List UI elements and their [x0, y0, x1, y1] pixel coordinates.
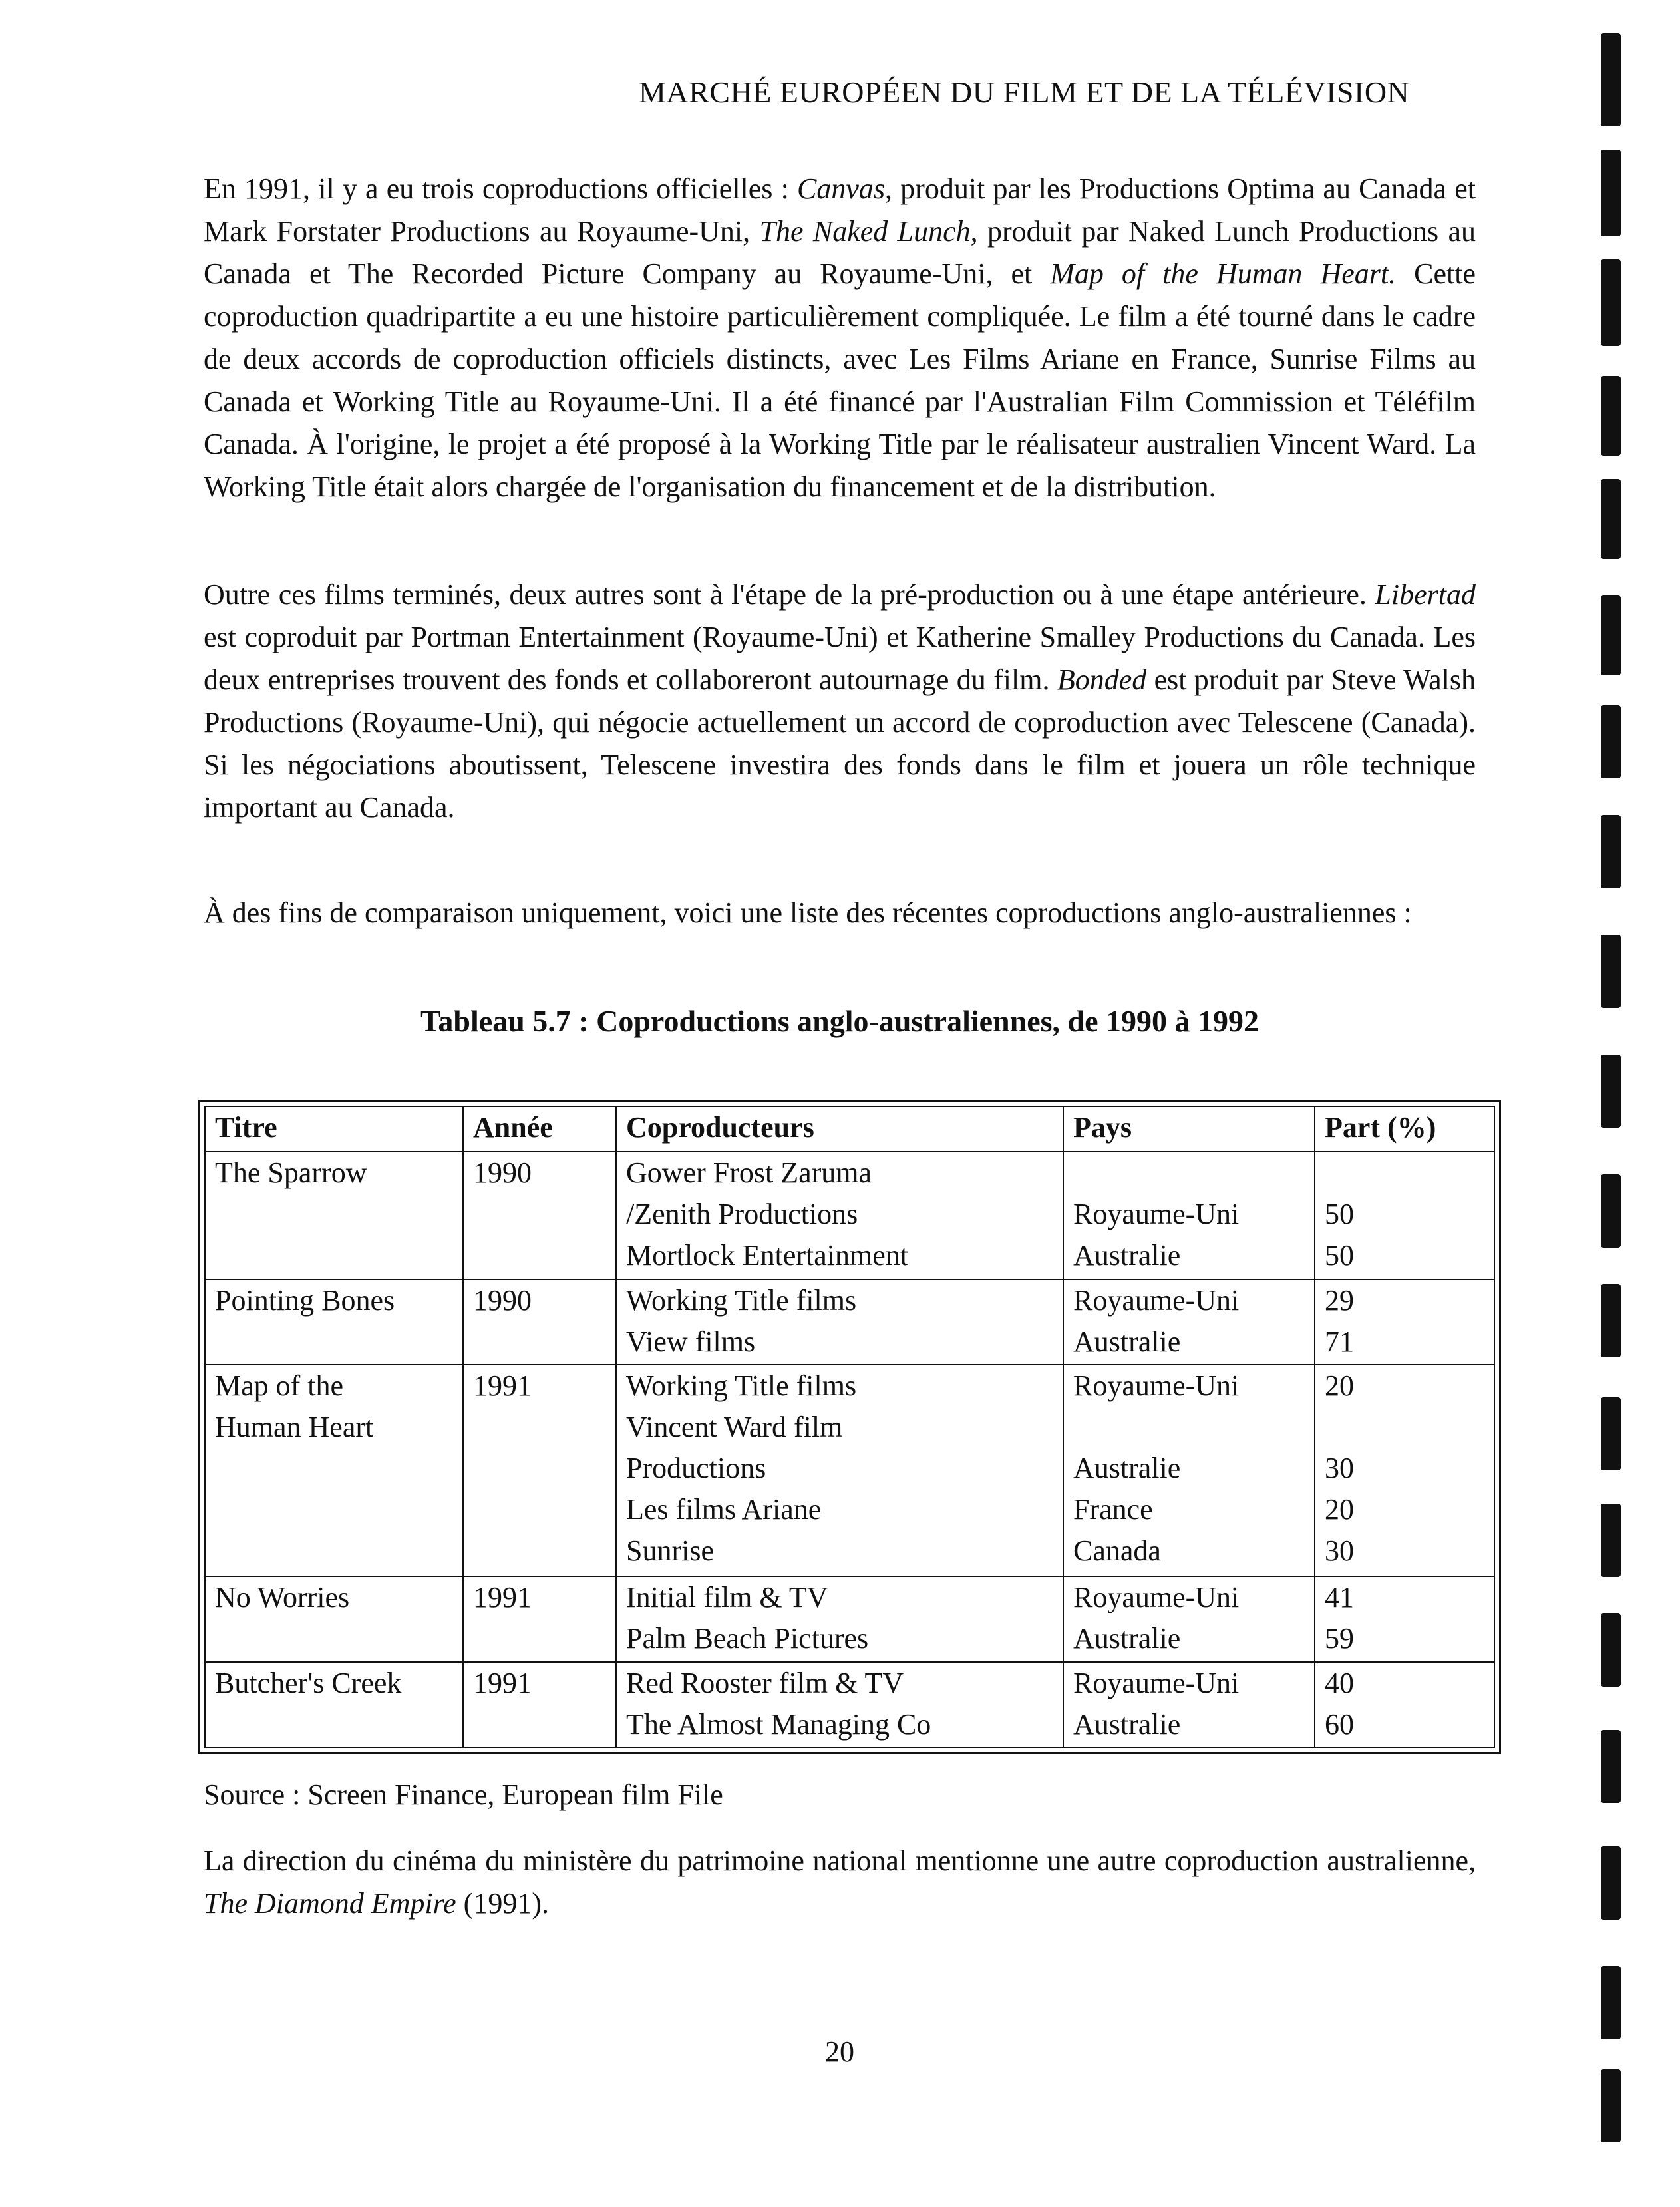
cell-line: Pointing Bones: [215, 1283, 395, 1317]
cell-titre: [205, 1152, 463, 1279]
cell-part: [1315, 1152, 1494, 1279]
text-span: (1991).: [456, 1887, 549, 1920]
cell-line: Red Rooster film & TV: [626, 1666, 904, 1699]
cell-line: 40: [1325, 1666, 1354, 1699]
binding-mark: [1601, 1397, 1621, 1470]
table-row: [205, 1279, 1494, 1365]
cell-coproducteurs: [616, 1576, 1063, 1661]
binding-mark: [1601, 935, 1621, 1008]
header-coproducteurs: Coproducteurs: [616, 1106, 1063, 1152]
cell-line: No Worries: [215, 1581, 350, 1614]
cell-coproducteurs: [616, 1279, 1063, 1365]
binding-mark: [1601, 376, 1621, 456]
page-number: 20: [825, 2035, 854, 2068]
coproductions-table: [204, 1106, 1495, 1748]
cell-coproducteurs: [616, 1365, 1063, 1576]
binding-marks: [1597, 0, 1637, 2207]
table-body: [205, 1152, 1494, 1747]
cell-line: 50: [1325, 1198, 1354, 1230]
cell-pays: [1063, 1576, 1315, 1661]
cell-line: Vincent Ward film: [626, 1411, 843, 1444]
binding-mark: [1601, 1284, 1621, 1357]
cell-line: [1325, 1407, 1484, 1448]
cell-line: 30: [1325, 1452, 1354, 1485]
film-title: Libertad: [1375, 578, 1476, 611]
cell-line: 1990: [473, 1156, 532, 1189]
paragraph-diamond-empire: [204, 1840, 1476, 1925]
cell-line: Les films Ariane: [626, 1493, 822, 1526]
table-source: Source : Screen Finance, European film File: [204, 1779, 723, 1811]
text-span: est produit par Steve Walsh Productions (Royaume-Uni), qui négocie actuellement un accord de coproduction avec Telescene (Canada). Si les négociations aboutissent, Telescene investira des fonds dans le film et jouera un rôle technique important au Canada.: [204, 663, 1476, 824]
text-span: La direction du cinéma du ministère du patrimoine national mentionne une autre coproduction australienne,: [204, 1844, 1476, 1877]
binding-mark: [1601, 1966, 1621, 2039]
binding-mark: [1601, 1174, 1621, 1248]
binding-mark: [1601, 2069, 1621, 2142]
cell-line: Butcher's Creek: [215, 1666, 402, 1699]
cell-pays: [1063, 1152, 1315, 1279]
cell-line: Royaume-Uni: [1073, 1198, 1240, 1230]
header-titre: Titre: [205, 1106, 463, 1152]
binding-mark: [1601, 1730, 1621, 1803]
cell-line: /Zenith Productions: [626, 1198, 858, 1230]
header-annee: Année: [463, 1106, 616, 1152]
cell-line: 1991: [473, 1369, 532, 1403]
text-span: Outre ces films terminés, deux autres sont à l'étape de la pré-production ou à une étape antérieure.: [204, 578, 1375, 611]
text-span: , produit par Naked Lunch Productions au Canada et The Recorded Picture Company au Royaume-Uni, et: [204, 215, 1476, 290]
cell-line: 60: [1325, 1707, 1354, 1741]
cell-pays: [1063, 1279, 1315, 1365]
cell-line: 71: [1325, 1325, 1354, 1358]
cell-line: Australie: [1073, 1239, 1181, 1272]
binding-mark: [1601, 1504, 1621, 1577]
cell-line: 20: [1325, 1493, 1354, 1526]
cell-line: 20: [1325, 1369, 1354, 1403]
cell-coproducteurs: [616, 1152, 1063, 1279]
header-pays: Pays: [1063, 1106, 1315, 1152]
cell-line: The Almost Managing Co: [626, 1707, 931, 1741]
cell-line: Australie: [1073, 1452, 1181, 1485]
cell-line: 1990: [473, 1283, 532, 1317]
film-title: Map of the Human Heart.: [1050, 257, 1397, 290]
cell-line: 41: [1325, 1581, 1354, 1614]
binding-mark: [1601, 259, 1621, 346]
cell-line: 29: [1325, 1283, 1354, 1317]
paragraph-preproduction: [204, 574, 1476, 829]
cell-line: Royaume-Uni: [1073, 1369, 1240, 1403]
cell-line: 59: [1325, 1622, 1354, 1655]
cell-annee: [463, 1152, 616, 1279]
running-header: MARCHÉ EUROPÉEN DU FILM ET DE LA TÉLÉVISION: [639, 75, 1410, 109]
text-span: est coproduit par Portman Entertainment (Royaume-Uni) et Katherine Smalley Productions du Canada. Les deux entreprises trouvent des fonds et collaboreront autournage du film.: [204, 621, 1476, 696]
cell-line: [1073, 1407, 1305, 1448]
binding-mark: [1601, 150, 1621, 236]
cell-line: 1991: [473, 1581, 532, 1614]
cell-line: Australie: [1073, 1622, 1181, 1655]
cell-line: Productions: [626, 1452, 766, 1485]
film-title: Canvas: [797, 172, 885, 205]
cell-line: Royaume-Uni: [1073, 1283, 1240, 1317]
text-span: Cette coproduction quadripartite a eu une histoire particulièrement compliquée. Le film a été tourné dans le cadre de deux accords de coproduction officiels distincts, avec Les Films Ariane en France, Sunrise Films au Canada et Working Title au Royaume-Uni. Il a été financé par l'Australian Film Commission et Téléfilm Canada. À l'origine, le projet a été proposé à la Working Title par le réalisateur australien Vincent Ward. La Working Title était alors chargée de l'organisation du financement et de la distribution.: [204, 257, 1476, 503]
binding-mark: [1601, 1055, 1621, 1128]
cell-part: [1315, 1365, 1494, 1576]
cell-line: 50: [1325, 1239, 1354, 1272]
binding-mark: [1601, 33, 1621, 126]
cell-line: Sunrise: [626, 1534, 714, 1568]
cell-pays: [1063, 1662, 1315, 1747]
cell-line: [1073, 1152, 1305, 1194]
paragraph-comparison: À des fins de comparaison uniquement, voici une liste des récentes coproductions anglo-australiennes :: [204, 896, 1412, 929]
cell-titre: [205, 1576, 463, 1661]
cell-line: View films: [626, 1325, 756, 1358]
cell-part: [1315, 1279, 1494, 1365]
cell-line: Map of the: [215, 1369, 344, 1403]
text-span: , produit par les Productions Optima au Canada et Mark Forstater Productions au Royaume-Uni,: [204, 172, 1476, 248]
binding-mark: [1601, 815, 1621, 888]
film-title: The Naked Lunch: [759, 215, 971, 248]
header-part: Part (%): [1315, 1106, 1494, 1152]
cell-line: Australie: [1073, 1707, 1181, 1741]
binding-mark: [1601, 595, 1621, 675]
binding-mark: [1601, 1613, 1621, 1687]
table-row: [205, 1662, 1494, 1747]
cell-line: Human Heart: [215, 1411, 374, 1444]
cell-line: France: [1073, 1493, 1153, 1526]
table-caption: Tableau 5.7 : Coproductions anglo-australiennes, de 1990 à 1992: [420, 1004, 1260, 1038]
binding-mark: [1601, 705, 1621, 778]
cell-annee: [463, 1662, 616, 1747]
cell-line: Palm Beach Pictures: [626, 1622, 869, 1655]
cell-pays: [1063, 1365, 1315, 1576]
cell-coproducteurs: [616, 1662, 1063, 1747]
paragraph-coproductions-1991: [204, 168, 1476, 508]
cell-part: [1315, 1576, 1494, 1661]
cell-line: Canada: [1073, 1534, 1161, 1568]
cell-line: Mortlock Entertainment: [626, 1239, 908, 1272]
table-row: [205, 1576, 1494, 1661]
film-title: The Diamond Empire: [204, 1887, 456, 1920]
cell-line: Australie: [1073, 1325, 1181, 1358]
cell-titre: [205, 1662, 463, 1747]
cell-line: Royaume-Uni: [1073, 1581, 1240, 1614]
cell-titre: [205, 1279, 463, 1365]
binding-mark: [1601, 479, 1621, 559]
cell-line: Working Title films: [626, 1283, 857, 1317]
table-row: [205, 1365, 1494, 1576]
text-span: En 1991, il y a eu trois coproductions officielles :: [204, 172, 797, 205]
cell-line: [1325, 1152, 1484, 1194]
cell-line: Gower Frost Zaruma: [626, 1156, 872, 1189]
cell-line: Initial film & TV: [626, 1581, 828, 1614]
cell-annee: [463, 1279, 616, 1365]
cell-line: The Sparrow: [215, 1156, 367, 1189]
cell-titre: [205, 1365, 463, 1576]
cell-line: Royaume-Uni: [1073, 1666, 1240, 1699]
table-header-row: [205, 1106, 1494, 1152]
film-title: Bonded: [1057, 663, 1147, 696]
cell-line: 30: [1325, 1534, 1354, 1568]
cell-annee: [463, 1365, 616, 1576]
cell-part: [1315, 1662, 1494, 1747]
coproductions-table-frame: [198, 1100, 1501, 1754]
cell-line: 1991: [473, 1666, 532, 1699]
cell-annee: [463, 1576, 616, 1661]
binding-mark: [1601, 1846, 1621, 1920]
cell-line: Working Title films: [626, 1369, 857, 1403]
table-row: [205, 1152, 1494, 1279]
